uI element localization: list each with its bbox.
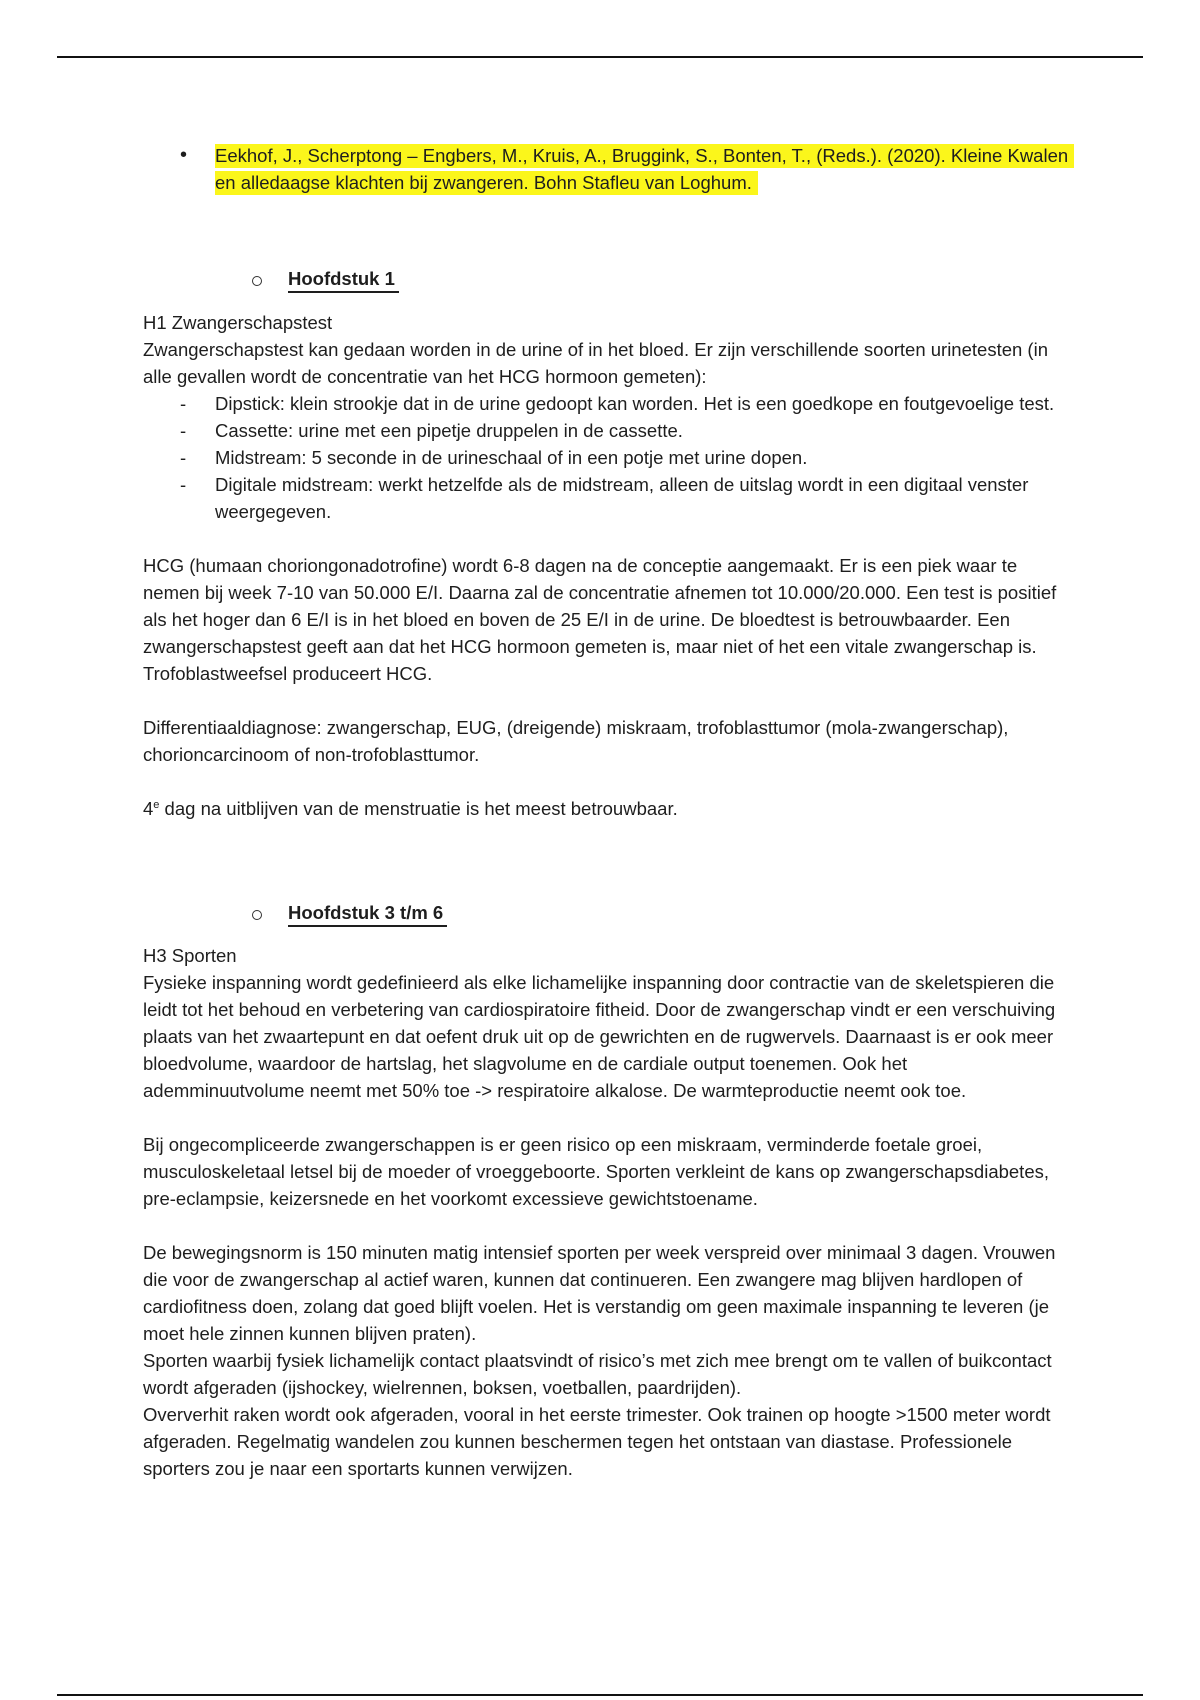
section-1-body (143, 309, 1073, 822)
bullet-icon: • (180, 144, 188, 166)
subheading: H3 Sporten (143, 945, 237, 966)
paragraph: Oververhit raken wordt ook afgeraden, vooral in het eerste trimester. Ook trainen op hoogte >1500 meter wordt afgeraden. Regelmatig wandelen zou kunnen beschermen tegen het ontstaan van diastase. Professionele sporters zou je naar een sportarts kunnen verwijzen. (143, 1404, 1051, 1479)
paragraph: Zwangerschapstest kan gedaan worden in de urine of in het bloed. Er zijn verschillende soorten urinetesten (in alle gevallen wordt de concentratie van het HCG hormoon gemeten): (143, 339, 1048, 387)
paragraph: Fysieke inspanning wordt gedefinieerd als elke lichamelijke inspanning door contractie van de skeletspieren die leidt tot het behoud en verbetering van cardiospiratoire fitheid. Door de zwangerschap vindt er een verschuiving plaats van het zwaartepunt en dat oefent druk uit op de gewrichten en de rugwervels. Daarnaast is er ook meer bloedvolume, waardoor de hartslag, het slagvolume en de cardiale output toenemen. Ook het ademminuutvolume neemt met 50% toe -> respiratoire alkalose. De warmteproductie neemt ook toe. (143, 972, 1056, 1101)
list-item: - Midstream: 5 seconde in de urineschaal of in een potje met urine dopen. (143, 444, 1073, 471)
paragraph: Sporten waarbij fysiek lichamelijk contact plaatsvindt of risico’s met zich mee brengt om te vallen of buikcontact wordt afgeraden (ijshockey, wielrennen, boksen, voetballen, paardrijden). (143, 1350, 1052, 1398)
list-item: - Cassette: urine met een pipetje druppelen in de cassette. (143, 417, 1073, 444)
circle-bullet-icon (252, 276, 262, 286)
list-item: - Digitale midstream: werkt hetzelfde als de midstream, alleen de uitslag wordt in een digitaal venster weergegeven. (143, 471, 1073, 525)
top-rule (57, 56, 1143, 58)
paragraph: Differentiaaldiagnose: zwangerschap, EUG, (dreigende) miskraam, trofoblasttumor (mola-zwangerschap), chorioncarcinoom of non-trofoblasttumor. (143, 717, 1009, 765)
paragraph: Bij ongecompliceerde zwangerschappen is er geen risico op een miskraam, verminderde foetale groei, musculoskeletaal letsel bij de moeder of vroeggeboorte. Sporten verkleint de kans op zwangerschapsdiabetes, pre-eclampsie, keizersnede en het voorkomt excessieve gewichtstoename. (143, 1134, 1050, 1209)
heading-text: Hoofdstuk 3 t/m 6 (288, 901, 447, 927)
dash-icon: - (180, 447, 187, 468)
heading-text: Hoofdstuk 1 (288, 267, 399, 293)
dash-icon: - (180, 393, 187, 414)
dash-icon: - (180, 420, 187, 441)
bottom-rule (57, 1694, 1143, 1696)
dash-list (143, 390, 1073, 525)
list-item: - Dipstick: klein strookje dat in de urine gedoopt kan worden. Het is een goedkope en foutgevoelige test. (143, 390, 1073, 417)
subheading: H1 Zwangerschapstest (143, 312, 333, 333)
dash-icon: - (180, 474, 187, 495)
section-2-body (143, 942, 1073, 1482)
highlighted-reference: Eekhof, J., Scherptong – Engbers, M., Kruis, A., Bruggink, S., Bonten, T., (Reds.). (2020). Kleine Kwalen en alledaagse klachten bij zwangeren. Bohn Stafleu van Loghum. (215, 144, 1074, 195)
circle-bullet-icon (252, 910, 262, 920)
paragraph: 4e dag na uitblijven van de menstruatie is het meest betrouwbaar. (143, 798, 678, 819)
paragraph: HCG (humaan choriongonadotrofine) wordt 6-8 dagen na de conceptie aangemaakt. Er is een piek waar te nemen bij week 7-10 van 50.000 E/I. Daarna zal de concentratie afnemen tot 10.000/20.000. Een test is positief als het hoger dan 6 E/I is in het bloed en boven de 25 E/I in de urine. De bloedtest is betrouwbaarder. Een zwangerschapstest geeft aan dat het HCG hormoon gemeten is, maar niet of het een vitale zwangerschap is. Trofoblastweefsel produceert HCG. (143, 555, 1057, 684)
paragraph: De bewegingsnorm is 150 minuten matig intensief sporten per week verspreid over minimaal 3 dagen. Vrouwen die voor de zwangerschap al actief waren, kunnen dat continueren. Een zwangere mag blijven hardlopen of cardiofitness doen, zolang dat goed blijft voelen. Het is verstandig om geen maximale inspanning te leveren (je moet hele zinnen kunnen blijven praten). (143, 1242, 1056, 1344)
